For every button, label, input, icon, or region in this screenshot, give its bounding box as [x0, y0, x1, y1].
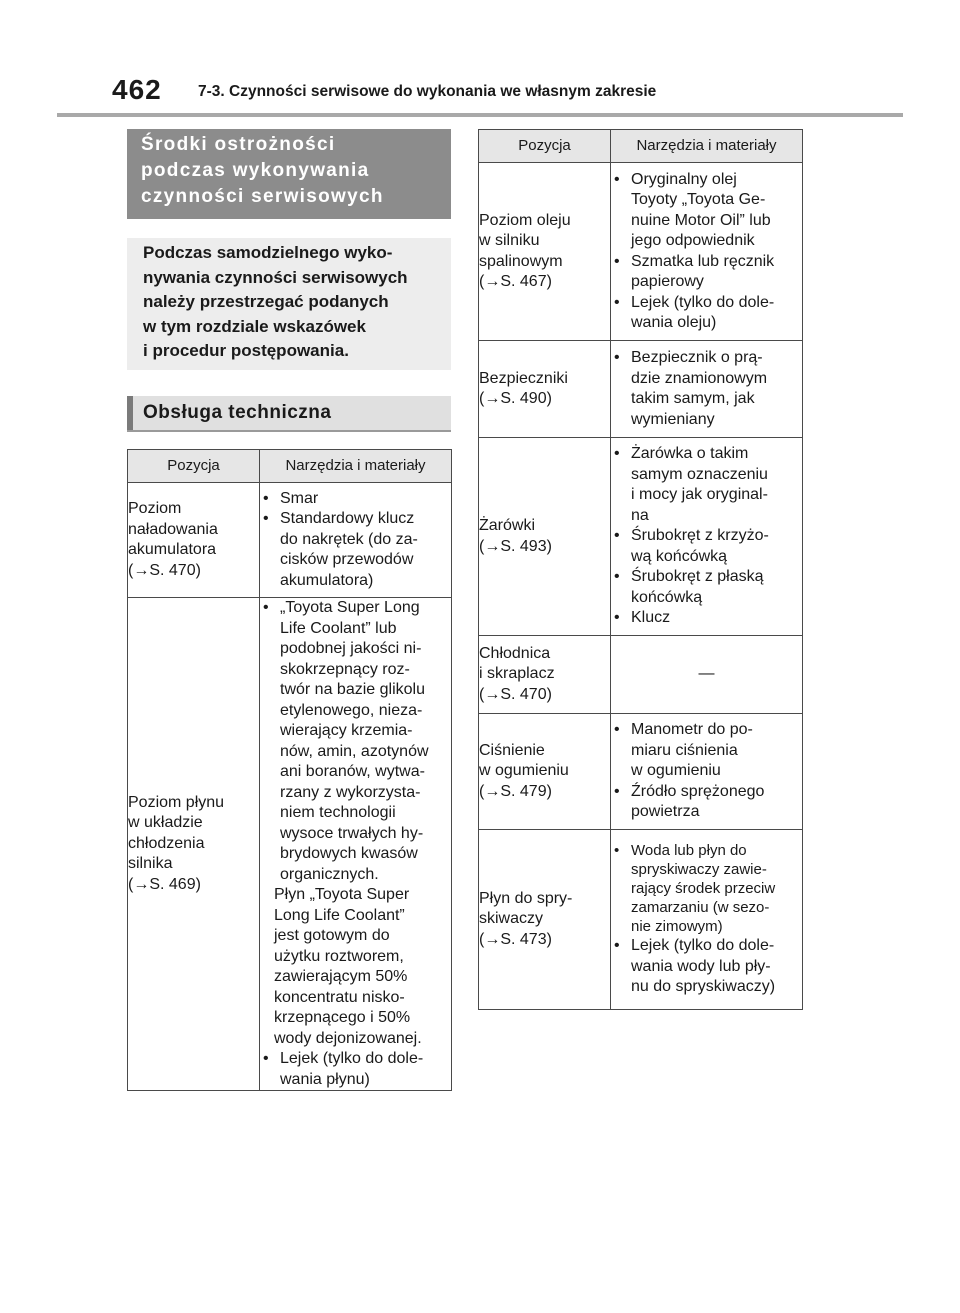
list-item [611, 293, 802, 334]
item-line: akumulatora) [280, 571, 374, 589]
column-header-materials: Narzędzia i materiały [611, 130, 803, 163]
position-line: Żarówki [479, 517, 536, 534]
empty-dash: — [698, 665, 715, 683]
column-header-position: Pozycja [128, 450, 260, 483]
item-line: do nakrętek (do za- [280, 530, 418, 548]
materials-list [260, 489, 451, 592]
item-line: Toyoty „Toyota Ge- [631, 191, 766, 208]
table-row [479, 636, 803, 714]
item-line: rzany z wykorzysta- [280, 783, 421, 801]
item-line: cisków przewodów [280, 551, 414, 569]
materials-list [611, 841, 802, 936]
heading-accent-bar [127, 396, 133, 430]
list-item [611, 841, 802, 936]
section-title: 7-3. Czynności serwisowe do wykonania we własnym zakresie [198, 83, 657, 100]
list-item [260, 1049, 451, 1090]
table-row [128, 483, 452, 598]
item-line: etylenowego, nieza- [280, 701, 423, 719]
item-line: • Lejek (tylko do dole- [631, 937, 775, 955]
maintenance-table-left [127, 449, 452, 1091]
item-line: jego odpowiednik [631, 232, 755, 249]
position-line: (→S. 490) [479, 390, 552, 407]
materials-list [611, 348, 802, 430]
intro-line: Podczas samodzielnego wyko- [143, 243, 393, 262]
item-line: brydowych kwasów [280, 845, 418, 862]
item-line: zamarzaniu (w sezo- [631, 899, 770, 917]
position-line: Ciśnienie [479, 741, 545, 759]
position-line: naładowania [128, 520, 218, 538]
position-line: akumulatora [128, 541, 217, 558]
list-item [611, 782, 802, 823]
position-line: chłodzenia [128, 834, 205, 852]
materials-cell [611, 163, 803, 341]
position-cell [479, 830, 611, 1010]
item-line: nuine Motor Oil” lub [631, 211, 771, 229]
heading-line: czynności serwisowych [141, 186, 384, 207]
note-line: wody dejonizowanej. [274, 1029, 422, 1047]
materials-list [611, 936, 802, 998]
position-line: w silniku [479, 232, 540, 249]
position-line: silnika [128, 855, 173, 873]
item-line: • „Toyota Super Long [280, 599, 420, 616]
list-item [611, 348, 802, 430]
materials-cell [611, 714, 803, 830]
item-line: • Źródło sprężonego [631, 782, 765, 800]
position-line: (→S. 470) [128, 561, 201, 579]
materials-cell [611, 341, 803, 438]
item-line: podobnej jakości ni- [280, 640, 422, 657]
position-line: skiwaczy [479, 910, 544, 928]
item-line: papierowy [631, 273, 704, 290]
list-item [611, 444, 802, 526]
item-line: wymieniany [631, 410, 715, 428]
item-line: nów, amin, azotynów [280, 742, 429, 760]
precautions-intro [127, 238, 451, 370]
note-line: krzepnącego i 50% [274, 1009, 411, 1026]
materials-cell [260, 598, 452, 1091]
maintenance-heading-text: Obsługa techniczna [143, 402, 332, 423]
intro-line: nywania czynności serwisowych [143, 267, 408, 287]
position-cell [479, 163, 611, 341]
position-line: Płyn do spry- [479, 889, 573, 907]
item-line: • Szmatka lub ręcznik [631, 252, 775, 270]
page-header [0, 0, 960, 118]
item-line: końcówką [631, 588, 703, 606]
list-item [260, 509, 451, 591]
item-line: • Oryginalny olej [631, 170, 737, 188]
intro-line: i procedur postępowania. [143, 341, 349, 360]
item-line: • Żarówka o takim [631, 445, 749, 463]
item-line: spryskiwaczy zawie- [631, 861, 767, 879]
item-line: takim samym, jak [631, 390, 755, 407]
materials-list [260, 598, 451, 885]
table-row [479, 163, 803, 341]
item-line: • Lejek (tylko do dole- [280, 1050, 424, 1067]
position-cell [479, 714, 611, 830]
item-line: • Manometr do po- [631, 721, 753, 739]
position-cell [479, 438, 611, 636]
note-line: jest gotowym do [274, 927, 390, 944]
item-line: powietrza [631, 803, 700, 821]
maintenance-heading [127, 396, 451, 432]
note-line: użytku roztworem, [274, 947, 404, 965]
position-line: i skraplacz [479, 665, 555, 683]
table-row [479, 714, 803, 830]
precautions-heading [127, 129, 451, 219]
item-line: • Smar [280, 489, 319, 507]
materials-list [611, 170, 802, 334]
heading-line: podczas wykonywania [141, 160, 370, 181]
item-line: dzie znamionowym [631, 369, 768, 387]
list-item [611, 252, 802, 293]
position-line: (→S. 470) [479, 685, 552, 703]
materials-cell [611, 438, 803, 636]
position-line: (→S. 469) [128, 875, 201, 893]
intro-line: w tym rozdziale wskazówek [143, 316, 366, 336]
item-line: Life Coolant” lub [280, 619, 397, 637]
item-line: • Klucz [631, 609, 671, 627]
position-line: Poziom płynu [128, 793, 225, 811]
item-line: nie zimowym) [631, 918, 723, 936]
position-line: Bezpieczniki [479, 369, 568, 387]
materials-list [611, 444, 802, 629]
list-item [260, 489, 451, 510]
list-item [611, 936, 802, 998]
note-line: Long Life Coolant” [274, 906, 405, 924]
item-line: twór na bazie glikolu [280, 681, 425, 698]
position-line: (→S. 467) [479, 273, 552, 290]
materials-cell-empty [611, 636, 803, 714]
position-line: Chłodnica [479, 644, 551, 662]
list-item [260, 598, 451, 885]
item-line: w ogumieniu [631, 762, 721, 780]
materials-cell [611, 830, 803, 1010]
item-line: • Woda lub płyn do [631, 842, 747, 860]
item-line: wania oleju) [631, 314, 717, 331]
item-line: wierający krzemia- [280, 722, 413, 739]
maintenance-table-right [478, 129, 803, 1010]
position-cell [479, 341, 611, 438]
item-line: • Śrubokręt z krzyżo- [631, 527, 769, 545]
item-line: niem technologii [280, 804, 396, 821]
item-line: i mocy jak oryginal- [631, 486, 768, 504]
note-line: zawierającym 50% [274, 968, 408, 985]
table-row [479, 341, 803, 438]
position-line: (→S. 479) [479, 782, 552, 800]
position-cell [479, 636, 611, 714]
item-line: ani boranów, wytwa- [280, 763, 425, 780]
heading-line: Środki ostrożności [141, 134, 336, 155]
table-row [128, 598, 452, 1091]
materials-list [611, 720, 802, 823]
item-line: • Śrubokręt z płaską [631, 568, 764, 586]
item-line: wysoce trwałych hy- [280, 824, 424, 842]
column-header-materials: Narzędzia i materiały [260, 450, 452, 483]
position-line: (→S. 493) [479, 537, 552, 555]
intro-line: należy przestrzegać podanych [143, 292, 389, 311]
item-line: wania płynu) [280, 1070, 370, 1088]
item-line: wania wody lub pły- [631, 957, 771, 975]
position-cell [128, 598, 260, 1091]
list-item [611, 608, 802, 629]
table-row [479, 830, 803, 1010]
position-cell [128, 483, 260, 598]
position-line: w ogumieniu [479, 762, 569, 780]
position-line: spalinowym [479, 252, 563, 270]
item-line: • Standardowy klucz [280, 510, 415, 528]
table-header-row [479, 130, 803, 163]
column-header-position: Pozycja [479, 130, 611, 163]
item-line: • Lejek (tylko do dole- [631, 293, 775, 311]
item-line: miaru ciśnienia [631, 741, 738, 759]
item-line: organicznych. [280, 865, 379, 883]
position-line: Poziom [128, 500, 182, 517]
table-header-row [128, 450, 452, 483]
position-line: (→S. 473) [479, 930, 552, 948]
page-number: 462 [112, 74, 162, 105]
materials-list [260, 1049, 451, 1090]
item-line: nu do spryskiwaczy) [631, 978, 776, 996]
item-line: na [631, 506, 649, 524]
item-line: rający środek przeciw [631, 880, 776, 898]
item-line: wą końcówką [631, 547, 728, 565]
header-divider [57, 113, 903, 117]
position-line: w układzie [128, 814, 203, 832]
list-item [611, 720, 802, 782]
note-line: koncentratu nisko- [274, 988, 405, 1006]
item-line: skokrzepnący roz- [280, 660, 410, 678]
list-item [611, 567, 802, 608]
note-line: Płyn „Toyota Super [274, 886, 410, 903]
position-line: Poziom oleju [479, 211, 571, 229]
list-item [611, 170, 802, 252]
table-row [479, 438, 803, 636]
item-line: • Bezpiecznik o prą- [631, 349, 763, 366]
list-item [611, 526, 802, 567]
materials-cell [260, 483, 452, 598]
coolant-note [260, 885, 451, 1049]
item-line: samym oznaczeniu [631, 465, 768, 483]
